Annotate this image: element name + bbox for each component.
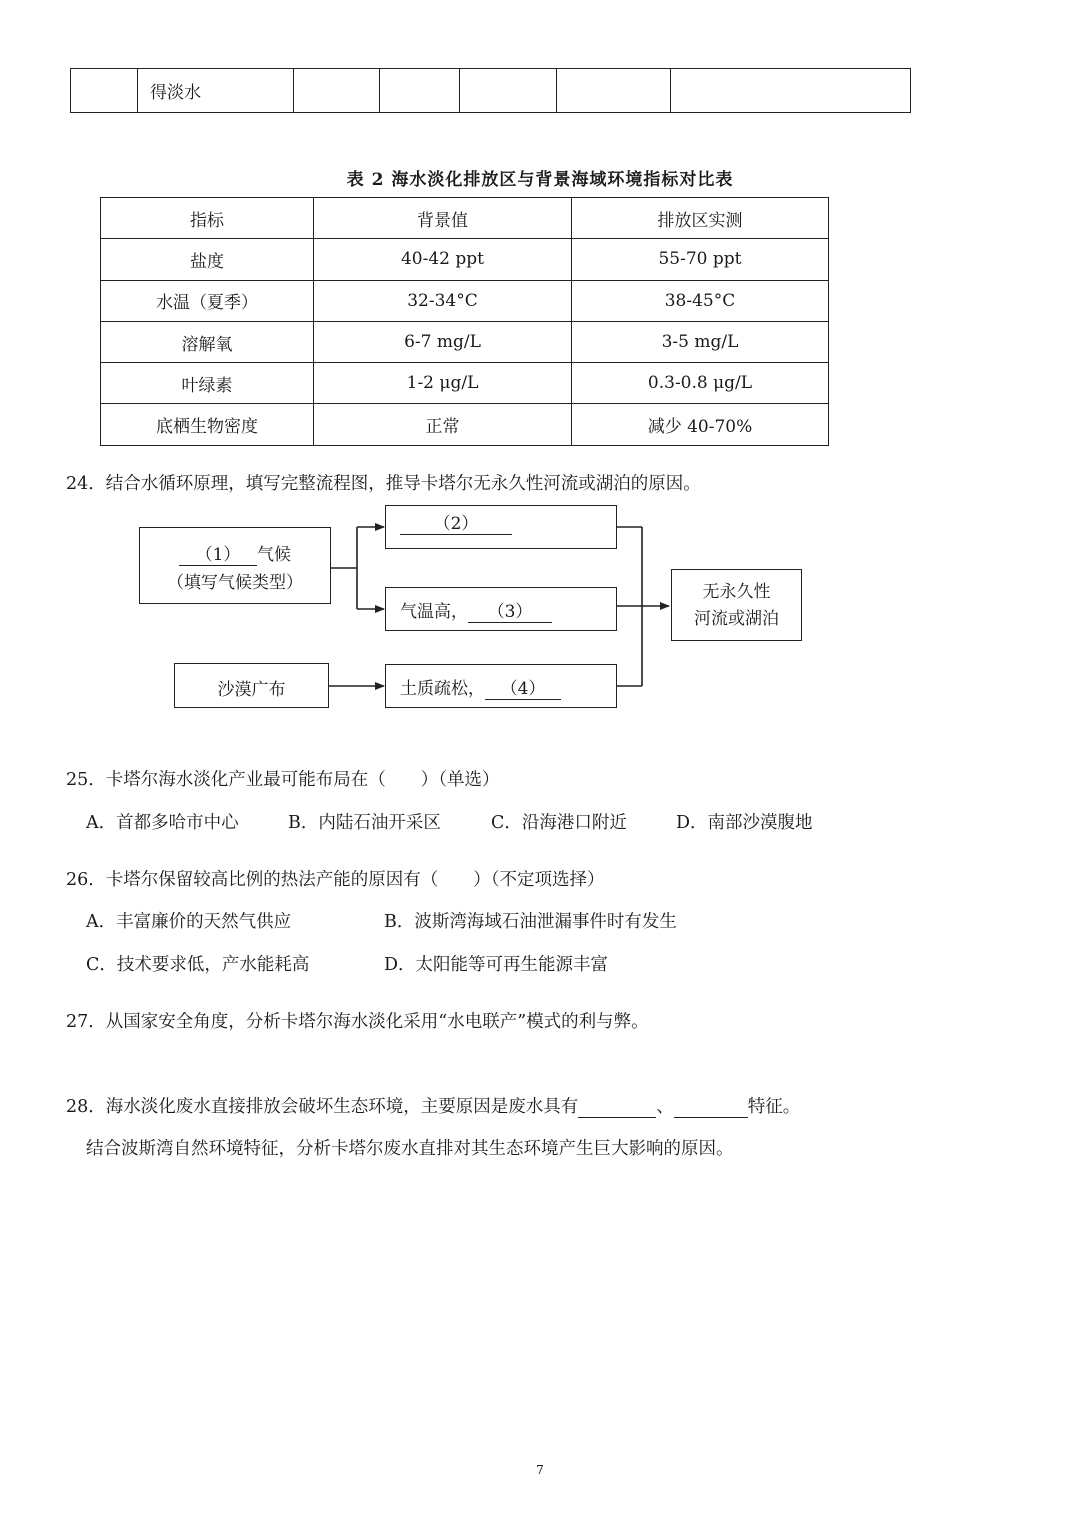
- result-line-1: 无永久性: [702, 582, 771, 602]
- table-cell: 叶绿素: [101, 363, 314, 404]
- question-25: 25．卡塔尔海水淡化产业最可能布局在（ ）（单选）: [66, 770, 500, 790]
- q28-sep: 、: [656, 1097, 674, 1117]
- table-cell: 0.3-0.8 μg/L: [572, 363, 829, 404]
- q25-option-b: B．内陆石油开采区: [288, 813, 441, 833]
- question-27: 27．从国家安全角度，分析卡塔尔海水淡化采用“水电联产”模式的利与弊。: [66, 1012, 649, 1032]
- table2-caption: 表 2 海水淡化排放区与背景海域环境指标对比表: [346, 170, 734, 190]
- q26-option-b: B．波斯湾海域石油泄漏事件时有发生: [384, 912, 677, 932]
- q25-option-c: C．沿海港口附近: [491, 813, 627, 833]
- table-cell: 1-2 μg/L: [314, 363, 572, 404]
- flowchart-connectors: [0, 0, 1080, 760]
- question-28: [66, 1093, 800, 1118]
- blank-4: （4）: [485, 680, 561, 700]
- question-24: 24．结合水循环原理，填写完整流程图，推导卡塔尔无永久性河流或湖泊的原因。: [66, 474, 701, 494]
- box3-prefix: 气温高，: [400, 602, 468, 622]
- table-cell: 6-7 mg/L: [314, 321, 572, 362]
- climate-hint: （填写气候类型）: [167, 573, 303, 593]
- blank-3: （3）: [468, 603, 552, 623]
- question-26: 26．卡塔尔保留较高比例的热法产能的原因有（ ）（不定项选择）: [66, 870, 605, 890]
- table-cell: 正常: [314, 404, 572, 445]
- desert-label: 沙漠广布: [217, 680, 286, 700]
- table-cell: 减少 40-70%: [572, 404, 829, 445]
- flow-box-3: [385, 587, 617, 631]
- flow-box-desert: [174, 663, 329, 708]
- blank-1: （1）: [179, 546, 257, 566]
- table-cell: 38-45°C: [572, 280, 829, 321]
- table-cell: 32-34°C: [314, 280, 572, 321]
- table-header-cell: 排放区实测: [572, 198, 829, 239]
- table-cell: 得淡水: [138, 69, 294, 113]
- table-cell: 3-5 mg/L: [572, 321, 829, 362]
- table-cell: 溶解氧: [101, 321, 314, 362]
- table-cell: 55-70 ppt: [572, 239, 829, 280]
- q28-blank-1: [578, 1099, 656, 1118]
- table-cell: 水温（夏季）: [101, 280, 314, 321]
- flow-box-result: [671, 569, 802, 641]
- table-header-cell: 背景值: [314, 198, 572, 239]
- q28-line-2: 结合波斯湾自然环境特征，分析卡塔尔废水直排对其生态环境产生巨大影响的原因。: [86, 1139, 734, 1159]
- q25-option-a: A．首都多哈市中心: [86, 813, 239, 833]
- flow-box-climate: [139, 527, 331, 604]
- q25-option-d: D．南部沙漠腹地: [676, 813, 813, 833]
- table-cell: 40-42 ppt: [314, 239, 572, 280]
- q28-blank-2: [674, 1099, 748, 1118]
- page-number: 7: [536, 1463, 544, 1477]
- table-cell: 底栖生物密度: [101, 404, 314, 445]
- q28-prefix: 28．海水淡化废水直接排放会破坏生态环境，主要原因是废水具有: [66, 1097, 579, 1117]
- q28-suffix: 特征。: [747, 1097, 801, 1117]
- q26-option-c: C．技术要求低，产水能耗高: [86, 955, 310, 975]
- table-header-cell: 指标: [101, 198, 314, 239]
- blank-2: （2）: [400, 515, 512, 535]
- box4-prefix: 土质疏松，: [400, 679, 485, 699]
- flow-box-2: [385, 505, 617, 549]
- q26-option-a: A．丰富廉价的天然气供应: [86, 912, 292, 932]
- q26-option-d: D．太阳能等可再生能源丰富: [384, 955, 609, 975]
- flow-box-4: [385, 664, 617, 708]
- result-line-2: 河流或湖泊: [694, 609, 779, 629]
- climate-suffix: 气候: [257, 545, 291, 565]
- table-cell: 盐度: [101, 239, 314, 280]
